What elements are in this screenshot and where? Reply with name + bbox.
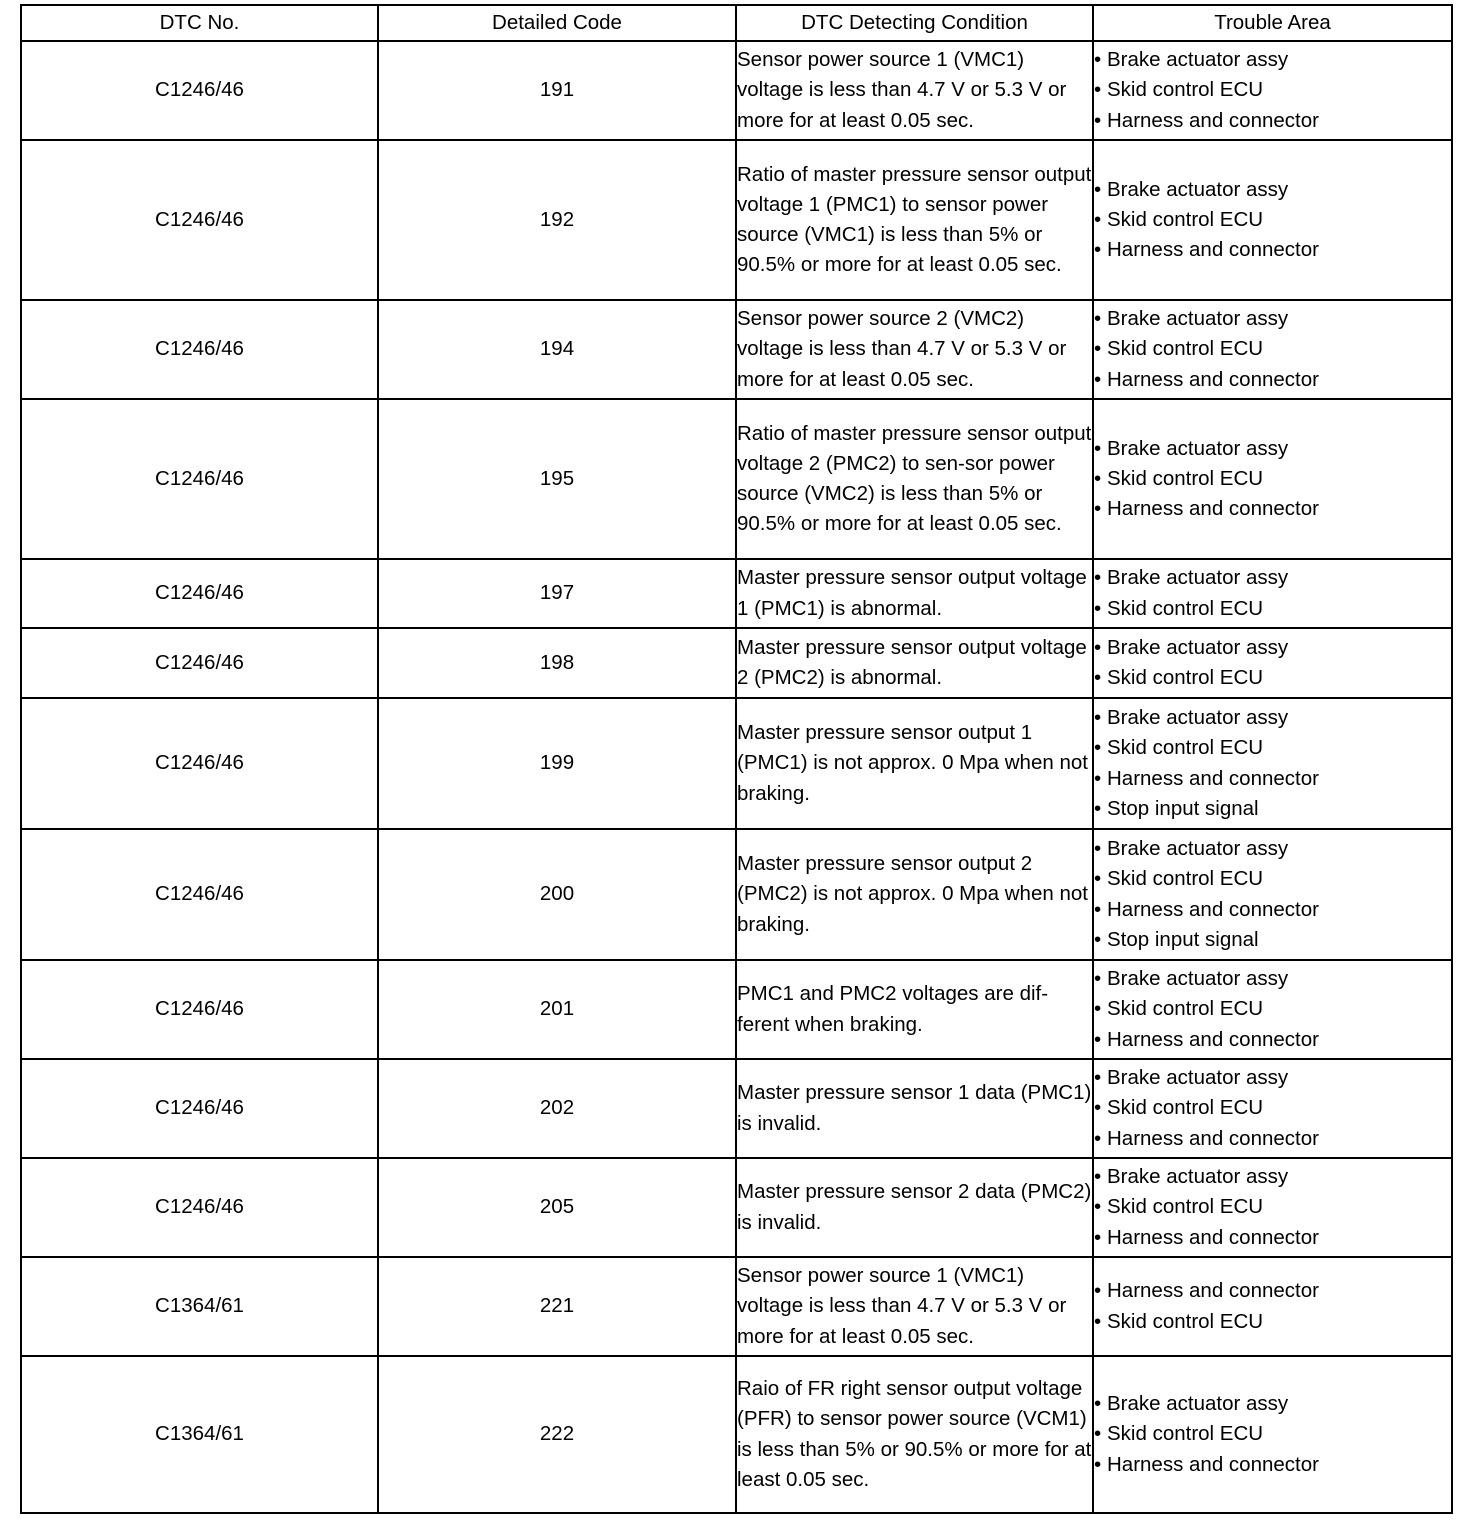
header-detailed-code: Detailed Code — [378, 5, 736, 41]
trouble-area-list — [1094, 563, 1451, 623]
dtc-number: C1246/46 — [21, 1158, 378, 1257]
trouble-area — [1093, 1158, 1452, 1257]
table-row — [21, 399, 1452, 559]
trouble-area-item: • Brake actuator assy — [1094, 304, 1451, 334]
trouble-area-list — [1094, 834, 1451, 955]
trouble-area-list — [1094, 1162, 1451, 1253]
trouble-area — [1093, 41, 1452, 140]
dtc-number: C1246/46 — [21, 960, 378, 1059]
trouble-area-list — [1094, 1276, 1451, 1336]
detailed-code: 192 — [378, 140, 736, 300]
trouble-area — [1093, 829, 1452, 960]
dtc-number: C1246/46 — [21, 300, 378, 399]
trouble-area-item: • Brake actuator assy — [1094, 633, 1451, 663]
table-row — [21, 628, 1452, 698]
table-row — [21, 1257, 1452, 1356]
table-row — [21, 300, 1452, 399]
trouble-area-item: • Brake actuator assy — [1094, 45, 1451, 75]
dtc-number: C1246/46 — [21, 628, 378, 698]
trouble-area-list — [1094, 434, 1451, 525]
trouble-area-item: • Skid control ECU — [1094, 1093, 1451, 1123]
trouble-area — [1093, 698, 1452, 829]
detailed-code: 222 — [378, 1356, 736, 1513]
trouble-area-item: • Harness and connector — [1094, 106, 1451, 136]
detecting-condition — [736, 829, 1093, 960]
detecting-condition — [736, 140, 1093, 300]
trouble-area-item: • Harness and connector — [1094, 235, 1451, 265]
condition-text: Ratio of master pressure sensor output voltage 2 (PMC2) to sen-sor power source (VMC2) is less than 5% or 90.5% or more for at least 0.05 sec. — [737, 421, 1092, 536]
trouble-area — [1093, 628, 1452, 698]
table-row — [21, 1059, 1452, 1158]
detailed-code: 195 — [378, 399, 736, 559]
trouble-area-item: • Skid control ECU — [1094, 1419, 1451, 1449]
detecting-condition — [736, 1158, 1093, 1257]
detailed-code: 191 — [378, 41, 736, 140]
trouble-area — [1093, 399, 1452, 559]
table-row — [21, 140, 1452, 300]
trouble-area — [1093, 300, 1452, 399]
trouble-area — [1093, 1257, 1452, 1356]
dtc-number: C1364/61 — [21, 1356, 378, 1513]
condition-text: Master pressure sensor 1 data (PMC1) is invalid. — [737, 1081, 1092, 1135]
trouble-area-item: • Harness and connector — [1094, 365, 1451, 395]
trouble-area-list — [1094, 175, 1451, 266]
condition-text: Master pressure sensor output 2 (PMC2) is not approx. 0 Mpa when not braking. — [737, 852, 1088, 936]
trouble-area-item: • Brake actuator assy — [1094, 834, 1451, 864]
detecting-condition — [736, 1059, 1093, 1158]
table-row — [21, 829, 1452, 960]
trouble-area-item: • Brake actuator assy — [1094, 1389, 1451, 1419]
header-trouble-area: Trouble Area — [1093, 5, 1452, 41]
trouble-area-item: • Skid control ECU — [1094, 1192, 1451, 1222]
dtc-table — [20, 4, 1453, 1514]
detecting-condition — [736, 41, 1093, 140]
condition-text: Master pressure sensor output voltage 1 (PMC1) is abnormal. — [737, 566, 1087, 620]
trouble-area-item: • Skid control ECU — [1094, 864, 1451, 894]
detecting-condition — [736, 399, 1093, 559]
detailed-code: 199 — [378, 698, 736, 829]
trouble-area-item: • Harness and connector — [1094, 1450, 1451, 1480]
trouble-area-item: • Skid control ECU — [1094, 205, 1451, 235]
trouble-area-item: • Brake actuator assy — [1094, 964, 1451, 994]
trouble-area-item: • Harness and connector — [1094, 1124, 1451, 1154]
trouble-area-list — [1094, 304, 1451, 395]
trouble-area-list — [1094, 703, 1451, 824]
detailed-code: 205 — [378, 1158, 736, 1257]
detailed-code: 197 — [378, 559, 736, 628]
trouble-area-item: • Skid control ECU — [1094, 75, 1451, 105]
trouble-area-item: • Harness and connector — [1094, 1025, 1451, 1055]
condition-text: Sensor power source 1 (VMC1) voltage is less than 4.7 V or 5.3 V or more for at least 0.05 sec. — [737, 48, 1067, 132]
trouble-area-item: • Brake actuator assy — [1094, 1063, 1451, 1093]
trouble-area-item: • Brake actuator assy — [1094, 434, 1451, 464]
table-row — [21, 1158, 1452, 1257]
trouble-area-list — [1094, 633, 1451, 693]
trouble-area-item: • Brake actuator assy — [1094, 563, 1451, 593]
condition-text: Raio of FR right sensor output voltage (PFR) to sensor power source (VCM1) is less than 5% or 90.5% or more for at least 0.05 sec. — [737, 1377, 1092, 1491]
trouble-area-item: • Skid control ECU — [1094, 733, 1451, 763]
trouble-area-item: • Brake actuator assy — [1094, 703, 1451, 733]
trouble-area — [1093, 559, 1452, 628]
detailed-code: 221 — [378, 1257, 736, 1356]
trouble-area-item: • Harness and connector — [1094, 1276, 1451, 1306]
header-condition: DTC Detecting Condition — [736, 5, 1093, 41]
condition-text: Master pressure sensor 2 data (PMC2) is invalid. — [737, 1180, 1092, 1234]
trouble-area — [1093, 1059, 1452, 1158]
trouble-area-list — [1094, 1389, 1451, 1480]
trouble-area-item: • Brake actuator assy — [1094, 1162, 1451, 1192]
trouble-area-item: • Skid control ECU — [1094, 594, 1451, 624]
table-row — [21, 960, 1452, 1059]
dtc-number: C1246/46 — [21, 399, 378, 559]
trouble-area-list — [1094, 45, 1451, 136]
trouble-area-item: • Skid control ECU — [1094, 994, 1451, 1024]
header-row — [21, 5, 1452, 41]
trouble-area-item: • Skid control ECU — [1094, 663, 1451, 693]
trouble-area — [1093, 140, 1452, 300]
trouble-area-item: • Skid control ECU — [1094, 1307, 1451, 1337]
detecting-condition — [736, 559, 1093, 628]
trouble-area-list — [1094, 964, 1451, 1055]
detecting-condition — [736, 300, 1093, 399]
detecting-condition — [736, 1356, 1093, 1513]
condition-text: Sensor power source 1 (VMC1) voltage is less than 4.7 V or 5.3 V or more for at least 0.05 sec. — [737, 1264, 1067, 1348]
detailed-code: 202 — [378, 1059, 736, 1158]
detecting-condition — [736, 628, 1093, 698]
trouble-area-list — [1094, 1063, 1451, 1154]
trouble-area-item: • Harness and connector — [1094, 494, 1451, 524]
dtc-number: C1246/46 — [21, 559, 378, 628]
condition-text: PMC1 and PMC2 voltages are dif-ferent when braking. — [737, 982, 1049, 1036]
condition-text: Ratio of master pressure sensor output voltage 1 (PMC1) to sensor power source (VMC1) is less than 5% or 90.5% or more for at least 0.05 sec. — [737, 162, 1092, 277]
dtc-number: C1246/46 — [21, 41, 378, 140]
detailed-code: 194 — [378, 300, 736, 399]
condition-text: Sensor power source 2 (VMC2) voltage is less than 4.7 V or 5.3 V or more for at least 0.05 sec. — [737, 307, 1067, 391]
trouble-area-item: • Brake actuator assy — [1094, 175, 1451, 205]
header-dtc-no: DTC No. — [21, 5, 378, 41]
detecting-condition — [736, 960, 1093, 1059]
dtc-number: C1246/46 — [21, 698, 378, 829]
trouble-area-item: • Skid control ECU — [1094, 464, 1451, 494]
table-body — [21, 41, 1452, 1513]
trouble-area-item: • Harness and connector — [1094, 764, 1451, 794]
trouble-area — [1093, 1356, 1452, 1513]
trouble-area-item: • Skid control ECU — [1094, 334, 1451, 364]
detailed-code: 201 — [378, 960, 736, 1059]
dtc-number: C1246/46 — [21, 829, 378, 960]
trouble-area-item: • Harness and connector — [1094, 1223, 1451, 1253]
table-row — [21, 1356, 1452, 1513]
condition-text: Master pressure sensor output voltage 2 (PMC2) is abnormal. — [737, 635, 1087, 689]
detecting-condition — [736, 1257, 1093, 1356]
table-row — [21, 41, 1452, 140]
condition-text: Master pressure sensor output 1 (PMC1) is not approx. 0 Mpa when not braking. — [737, 721, 1088, 805]
trouble-area-item: • Stop input signal — [1094, 794, 1451, 824]
dtc-number: C1246/46 — [21, 1059, 378, 1158]
table-row — [21, 698, 1452, 829]
dtc-number: C1246/46 — [21, 140, 378, 300]
dtc-number: C1364/61 — [21, 1257, 378, 1356]
detailed-code: 198 — [378, 628, 736, 698]
detailed-code: 200 — [378, 829, 736, 960]
trouble-area-item: • Harness and connector — [1094, 895, 1451, 925]
table-row — [21, 559, 1452, 628]
trouble-area-item: • Stop input signal — [1094, 925, 1451, 955]
trouble-area — [1093, 960, 1452, 1059]
detecting-condition — [736, 698, 1093, 829]
